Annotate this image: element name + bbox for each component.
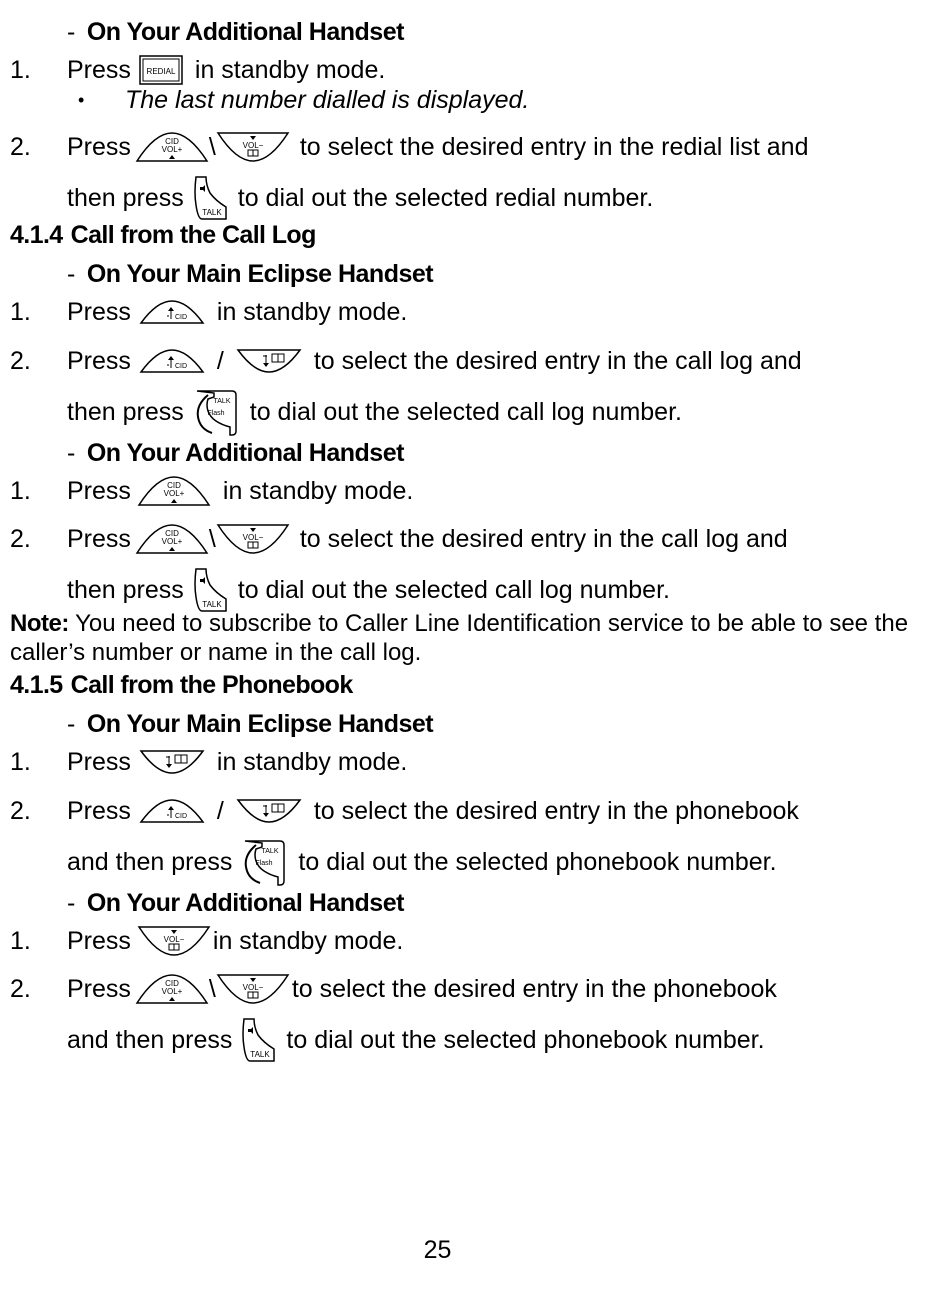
- section-number: 4.1.5: [10, 671, 63, 699]
- cid-vol-plus-key-icon: [135, 523, 209, 555]
- step-text: in standby mode.: [222, 477, 414, 505]
- up-cid-key-icon: [139, 299, 205, 325]
- note-label: Note:: [10, 610, 69, 637]
- step-text: and then press: [67, 1026, 233, 1054]
- talk-flash-key-icon: [240, 837, 290, 887]
- section-heading-415: [10, 669, 353, 701]
- up-cid-key-icon: [139, 798, 205, 824]
- section-heading-414: [10, 219, 316, 251]
- step-text: in standby mode.: [212, 927, 404, 955]
- down-phonebook-key-icon: [139, 749, 205, 775]
- step-text: Press: [67, 56, 131, 84]
- talk-key-icon: [240, 1015, 278, 1065]
- step-text: Press: [67, 525, 131, 553]
- step-text: then press: [67, 184, 184, 212]
- step-number: 2.: [10, 975, 31, 1003]
- step-number: 1.: [10, 56, 31, 84]
- note-paragraph: [10, 609, 930, 667]
- redial-key-icon: [139, 55, 183, 85]
- up-cid-key-icon: [139, 348, 205, 374]
- step-text: to select the desired entry in the redial list and: [299, 133, 809, 161]
- step-text: to dial out the selected phonebook number.: [286, 1026, 765, 1054]
- page-number: 25: [423, 1236, 452, 1264]
- step-number: 2.: [10, 133, 31, 161]
- talk-flash-key-icon: [192, 387, 242, 437]
- step-number: 1.: [10, 748, 31, 776]
- note-text: You need to subscribe to Caller Line Identification service to be able to see the caller’s number or name in the call log.: [10, 610, 909, 666]
- step-text: then press: [67, 398, 184, 426]
- step-number: 1.: [10, 927, 31, 955]
- step-text: to select the desired entry in the call log and: [313, 347, 802, 375]
- section-number: 4.1.4: [10, 221, 63, 249]
- step-text: to dial out the selected call log number.: [249, 398, 682, 426]
- subheading-label: On Your Additional Handset: [86, 889, 404, 917]
- step-text: and then press: [67, 848, 233, 876]
- step-text: to select the desired entry in the phonebook: [313, 797, 799, 825]
- step-number: 2.: [10, 797, 31, 825]
- step-number: 2.: [10, 525, 31, 553]
- manual-page: - On Your Additional Handset 1. Press in standby mode. • The last number dialled is displayed. 2. Press \ to select the desired entry in the redial list and then press to dial out the selected redial number. 4.1.4 Call from the Call Log - On Your Main Eclipse Handset 1. Press in standby mode. 2. Press / to select the desired entry in the call log and then press to dial out the selected call log number. - On Your Additional Handset 1. Press in standby mode. 2. Press \ to select the desired entry in the call log and then press to dial out the selected call log number. Note: You need to subscribe to Caller Line Identification service to be able to see the caller’s number or name in the call log. 4.1.5 Call from the Phonebook - On Your Main Eclipse Handset 1. Press in standby mode. 2. Press / to select the desired entry in the phonebook and then press to dial out the selected phonebook number. - On Your Additional Handset 1. Press in standby mode. 2. Press \ to select the desired entry in the phonebook and then press to dial out the selected phonebook number. 25: [0, 0, 950, 1304]
- step-text: to select the desired entry in the call log and: [299, 525, 788, 553]
- separator: /: [216, 797, 224, 825]
- step-text: Press: [67, 797, 131, 825]
- step-text: Press: [67, 927, 131, 955]
- step-text: Press: [67, 347, 131, 375]
- step-text: Press: [67, 298, 131, 326]
- talk-key-icon: [192, 173, 230, 223]
- step-number: 1.: [10, 477, 31, 505]
- step-text: to select the desired entry in the phonebook: [291, 975, 777, 1003]
- cid-vol-plus-key-icon: [135, 973, 209, 1005]
- step-number: 1.: [10, 298, 31, 326]
- subheading-label: On Your Additional Handset: [86, 18, 404, 46]
- separator: /: [216, 347, 224, 375]
- down-phonebook-key-icon: [236, 798, 302, 824]
- bullet-text: The last number dialled is displayed.: [125, 86, 530, 114]
- subheading-label: On Your Additional Handset: [86, 439, 404, 467]
- step-text: Press: [67, 975, 131, 1003]
- cid-vol-plus-key-icon: [135, 131, 209, 163]
- cid-vol-plus-key-icon: [137, 475, 211, 507]
- vol-minus-key-icon: [216, 523, 290, 555]
- step-number: 2.: [10, 347, 31, 375]
- step-text: in standby mode.: [216, 298, 408, 326]
- subheading-label: On Your Main Eclipse Handset: [86, 710, 434, 738]
- bullet-icon: •: [78, 90, 85, 110]
- step-text: in standby mode.: [216, 748, 408, 776]
- step-text: Press: [67, 748, 131, 776]
- step-text: Press: [67, 477, 131, 505]
- section-title: Call from the Phonebook: [70, 671, 353, 699]
- step-text: then press: [67, 576, 184, 604]
- subheading-label: On Your Main Eclipse Handset: [86, 260, 434, 288]
- step-text: Press: [67, 133, 131, 161]
- separator: \: [208, 975, 216, 1003]
- step-text: to dial out the selected redial number.: [237, 184, 654, 212]
- vol-minus-key-icon: [137, 925, 211, 957]
- section-title: Call from the Call Log: [70, 221, 316, 249]
- separator: \: [208, 525, 216, 553]
- vol-minus-key-icon: [216, 973, 290, 1005]
- step-text: to dial out the selected call log number.: [237, 576, 670, 604]
- down-phonebook-key-icon: [236, 348, 302, 374]
- vol-minus-key-icon: [216, 131, 290, 163]
- step-text: in standby mode.: [194, 56, 386, 84]
- talk-key-icon: [192, 565, 230, 615]
- step-text: to dial out the selected phonebook number.: [298, 848, 777, 876]
